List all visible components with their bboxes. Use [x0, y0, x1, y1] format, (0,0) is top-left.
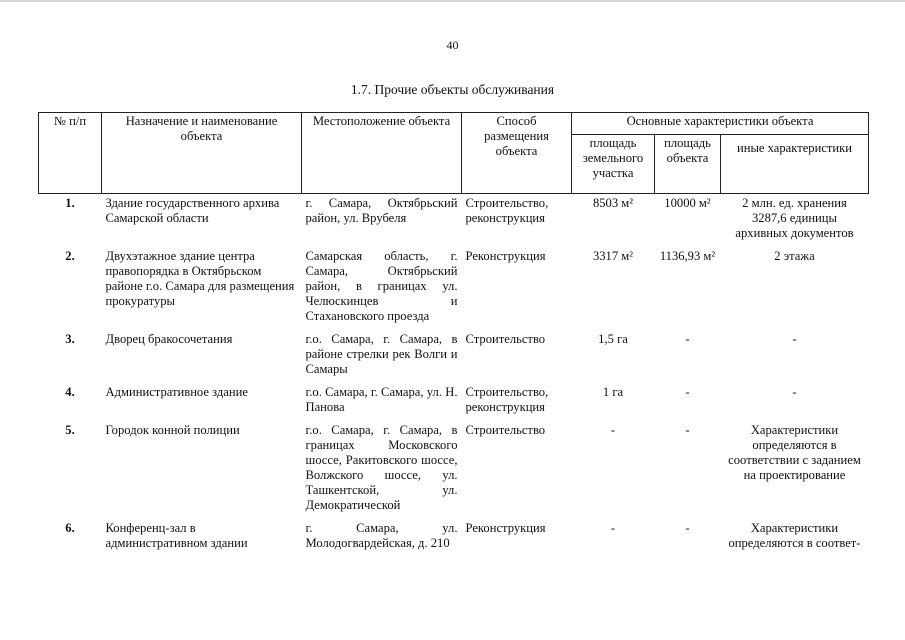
other-characteristics: 2 млн. ед. хранения 3287,6 единицы архивных документов [735, 196, 854, 240]
object-location: г.о. Самара, г. Самара, ул. Н. Панова [305, 385, 458, 414]
object-area: 10000 м² [664, 196, 711, 210]
table-row [39, 332, 869, 385]
object-area: - [685, 385, 690, 399]
object-area: 1136,93 м² [659, 249, 716, 263]
row-number: 4. [65, 385, 75, 399]
other-characteristics: Характеристики определяются в соответствии с заданием на проектирование [728, 423, 861, 482]
scan-top-edge [0, 0, 905, 2]
header-method: Способ размещения объекта [462, 113, 572, 194]
placement-method: Реконструкция [465, 521, 546, 535]
table-row [39, 385, 869, 423]
other-characteristics: Характеристики определяются в соответ- [728, 521, 861, 550]
objects-table [38, 112, 869, 559]
row-number: 5. [65, 423, 75, 437]
object-location: Самарская область, г. Самара, Октябрьский район, в границах ул. Челюскинцев и Стахановского проезда [305, 249, 458, 323]
header-other-characteristics: иные характеристики [721, 135, 869, 194]
object-location: г. Самара, ул. Молодогвардейская, д. 210 [305, 521, 458, 550]
row-number: 6. [65, 521, 75, 535]
section-title: 1.7. Прочие объекты обслуживания [350, 82, 555, 97]
header-num: № п/п [39, 113, 102, 194]
other-characteristics: - [792, 332, 797, 346]
placement-method: Строительство, реконструкция [465, 385, 549, 414]
row-number: 1. [65, 196, 75, 210]
placement-method: Реконструкция [465, 249, 546, 263]
object-name: Административное здание [105, 385, 248, 399]
placement-method: Строительство [465, 423, 546, 437]
land-area: 1,5 га [598, 332, 628, 346]
header-land-area: площадь земельного участка [572, 135, 655, 194]
other-characteristics: - [792, 385, 797, 399]
object-area: - [685, 521, 690, 535]
table-row [39, 249, 869, 332]
object-name: Двухэтажное здание центра правопорядка в Октябрьском районе г.о. Самара для размещения прокуратуры [105, 249, 295, 308]
land-area: 8503 м² [592, 196, 634, 210]
header-location: Местоположение объекта [302, 113, 462, 194]
object-name: Конференц-зал в административном здании [105, 521, 248, 550]
land-area: 1 га [602, 385, 624, 399]
object-location: г.о. Самара, г. Самара, в районе стрелки рек Волги и Самары [305, 332, 458, 376]
object-location: г.о. Самара, г. Самара, в границах Московского шоссе, Ракитовского шоссе, Волжского шоссе, ул. Ташкентской, ул. Демократической [305, 423, 458, 512]
object-name: Здание государственного архива Самарской области [105, 196, 280, 225]
other-characteristics: 2 этажа [774, 249, 815, 263]
object-name: Дворец бракосочетания [105, 332, 233, 346]
land-area: 3317 м² [592, 249, 634, 263]
row-number: 3. [65, 332, 75, 346]
table-body [39, 194, 869, 560]
object-area: - [685, 423, 690, 437]
page-number: 40 [446, 38, 459, 52]
header-object-area: площадь объекта [655, 135, 721, 194]
table-row [39, 423, 869, 521]
placement-method: Строительство [465, 332, 546, 346]
header-main-characteristics: Основные характеристики объекта [572, 113, 869, 135]
table-row [39, 521, 869, 559]
row-number: 2. [65, 249, 75, 263]
land-area: - [610, 423, 616, 437]
header-name: Назначение и наименование объекта [102, 113, 302, 194]
object-area: - [685, 332, 690, 346]
placement-method: Строительство, реконструкция [465, 196, 549, 225]
table-row [39, 194, 869, 250]
object-location: г. Самара, Октябрьский район, ул. Врубеля [305, 196, 458, 225]
object-name: Городок конной полиции [105, 423, 240, 437]
land-area: - [610, 521, 616, 535]
